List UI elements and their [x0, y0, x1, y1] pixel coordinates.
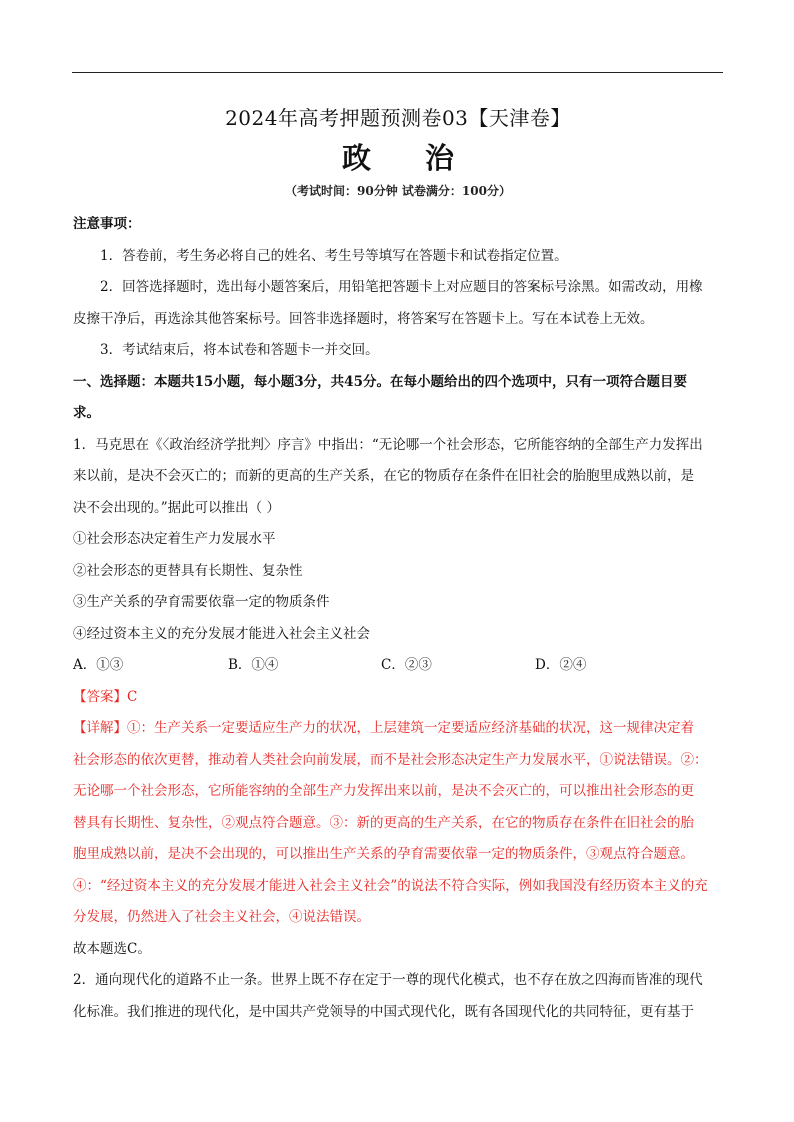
answer-label: 【答案】C [73, 688, 138, 705]
section-heading-line: 求。 [73, 405, 100, 421]
notice-heading: 注意事项： [73, 216, 141, 232]
subject-title: 政 治 [341, 141, 477, 175]
question-stem-line: 来以前，是决不会灭亡的；而新的更高的生产关系，在它的物质存在条件在旧社会的胎胞里成熟以前，是 [73, 468, 694, 484]
statement-item: ④经过资本主义的充分发展才能进入社会主义社会 [73, 625, 370, 642]
explanation [73, 713, 723, 934]
statement-item: ①社会形态决定着生产力发展水平 [73, 531, 276, 547]
notice-item: 2．回答选择题时，选出每小题答案后，用铅笔把答题卡上对应题目的答案标号涂黑。如需改动，用橡 [100, 279, 703, 295]
notice-section [73, 209, 723, 367]
notice-item: 1．答卷前，考生务必将自己的姓名、考生号等填写在答题卡和试卷指定位置。 [100, 247, 568, 264]
question-stem-line: 决不会出现的。”据此可以推出（ ） [73, 499, 280, 516]
explanation-line: ④：“经过资本主义的充分发展才能进入社会主义社会”的说法不符合实际，例如我国没有经历资本主义的充 [73, 877, 708, 894]
explanation-line: 社会形态的依次更替，推动着人类社会向前发展，而不是社会形态决定生产力发展水平，①说法错误。②： [73, 751, 708, 768]
notice-item-continued: 皮擦干净后，再选涂其他答案标号。回答非选择题时，将答案写在答题卡上。写在本试卷上无效。 [73, 310, 654, 327]
statement-item: ③生产关系的孕育需要依靠一定的物质条件 [73, 594, 330, 610]
page-content [73, 104, 723, 1028]
explanation-line: 分发展，仍然进入了社会主义社会，④说法错误。 [73, 909, 370, 925]
question-stem-line: 1．马克思在《〈政治经济学批判〉序言》中指出：“无论哪一个社会形态，它所能容纳的全部生产力发挥出 [73, 436, 703, 453]
statement-item: ②社会形态的更替具有长期性、复杂性 [73, 562, 303, 579]
option-d: D．②④ [535, 657, 587, 673]
header-rule [72, 72, 723, 73]
explanation-line: 替具有长期性、复杂性，②观点符合题意。③：新的更高的生产关系，在它的物质存在条件在旧社会的胎 [73, 814, 694, 831]
answer-options [73, 650, 723, 682]
explanation-line: 胞里成熟以前，是决不会出现的，可以推出生产关系的孕育需要依靠一定的物质条件，③观点符合题意。 [73, 846, 694, 862]
explanation-line: 无论哪一个社会形态，它所能容纳的全部生产力发挥出来以前，是决不会灭亡的，可以推出社会形态的更 [73, 783, 694, 799]
section-heading-line: 一、选择题：本题共15小题，每小题3分，共45分。在每小题给出的四个选项中，只有一项符合题目要 [73, 373, 687, 390]
conclusion: 故本题选C。 [73, 940, 151, 957]
question-stem-line: 2．通向现代化的道路不止一条。世界上既不存在定于一尊的现代化模式，也不存在放之四海而皆准的现代 [73, 972, 703, 988]
question-2 [73, 965, 723, 1028]
notice-item: 3．考试结束后，将本试卷和答题卡一并交回。 [100, 342, 379, 358]
option-b: B．①④ [228, 657, 279, 673]
page-title: 2024年高考押题预测卷03【天津卷】 [225, 106, 571, 130]
section-heading [73, 367, 723, 430]
question-stem-line: 化标准。我们推进的现代化，是中国共产党领导的中国式现代化，既有各国现代化的共同特征，更有基于 [73, 1003, 694, 1020]
option-c: C．②③ [381, 657, 432, 673]
explanation-line: 【详解】①：生产关系一定要适应生产力的状况，上层建筑一定要适应经济基础的状况，这一规律决定着 [73, 720, 694, 736]
exam-info: （考试时间：90分钟 试卷满分：100分） [285, 184, 511, 198]
question-1 [73, 430, 723, 966]
option-a: A．①③ [73, 657, 124, 673]
